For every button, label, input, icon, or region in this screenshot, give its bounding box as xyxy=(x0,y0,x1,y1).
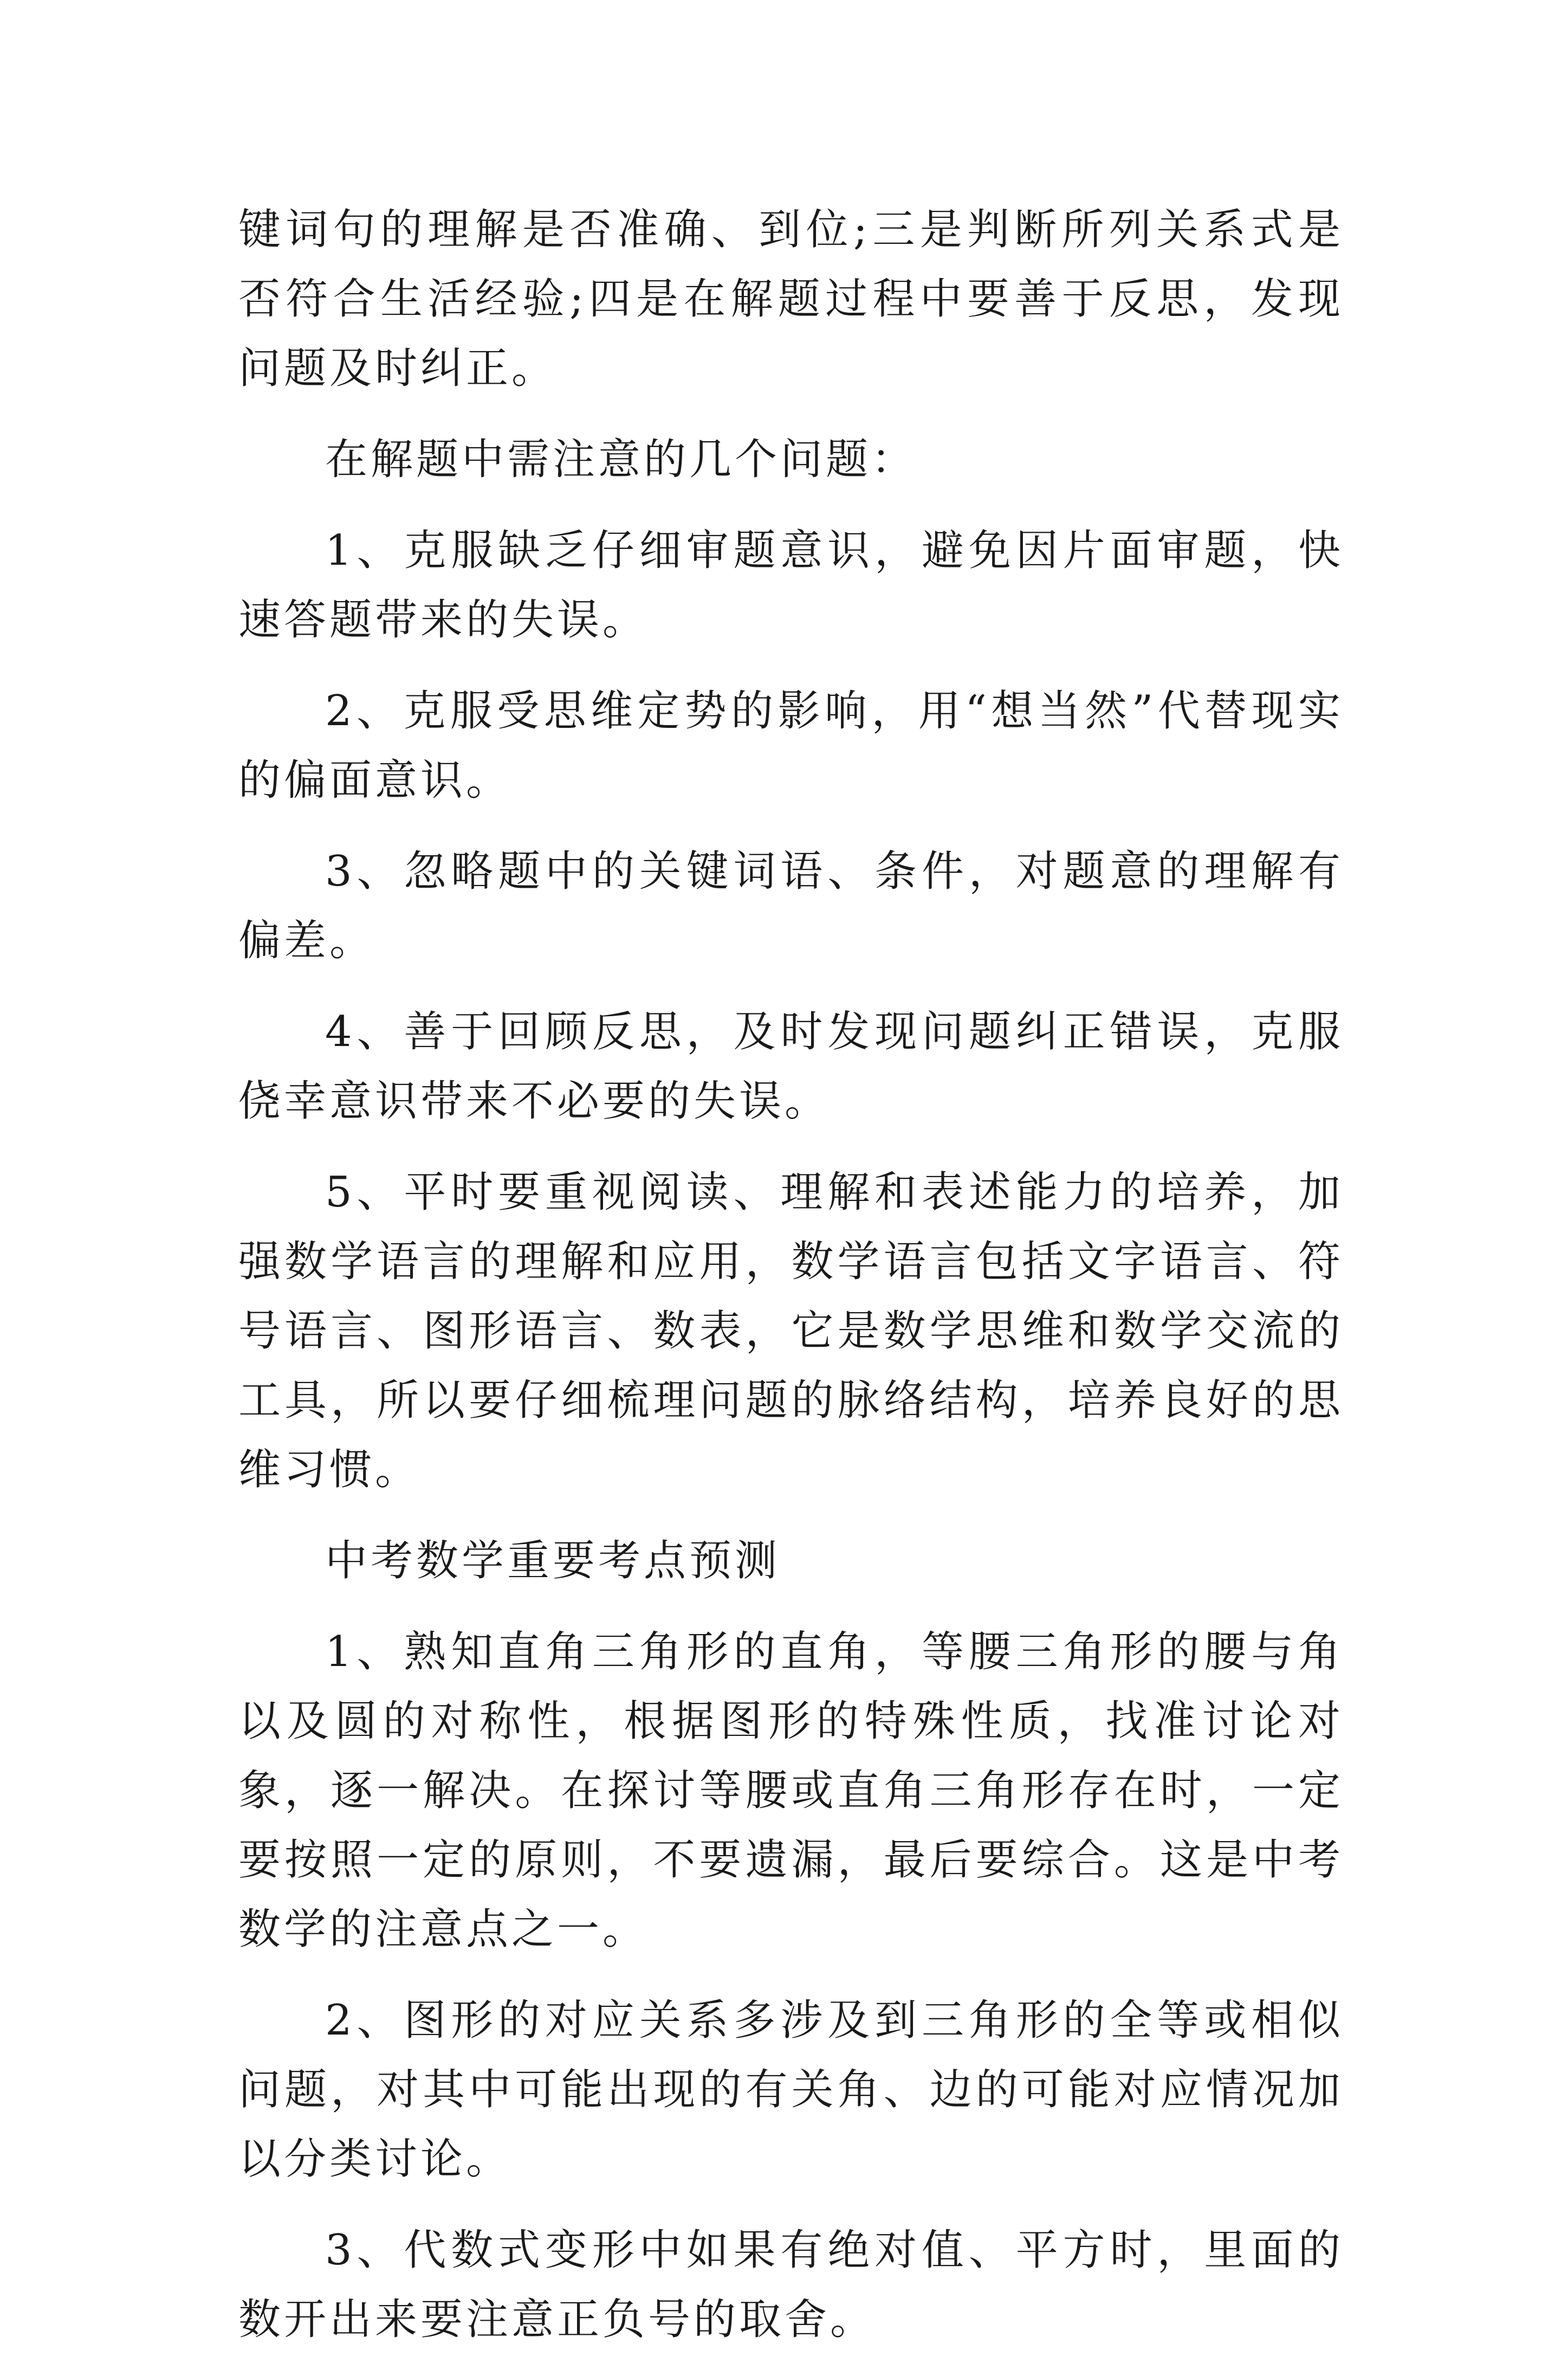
list-item-point-1: 1、熟知直角三角形的直角，等腰三角形的腰与角以及圆的对称性，根据图形的特殊性质，找准讨论对象，逐一解决。在探讨等腰或直角三角形存在时，一定要按照一定的原则，不要遗漏，最后要综合。这是中考数学的注意点之一。 xyxy=(238,1628,1344,1954)
list-item-note-5: 5、平时要重视阅读、理解和表述能力的培养，加强数学语言的理解和应用，数学语言包括文字语言、符号语言、图形语言、数表，它是数学思维和数学交流的工具，所以要仔细梳理问题的脉络结构，培养良好的思维习惯。 xyxy=(238,1168,1344,1494)
paragraph-continuation: 键词句的理解是否准确、到位;三是判断所列关系式是否符合生活经验;四是在解题过程中要善于反思，发现问题及时纠正。 xyxy=(238,205,1344,393)
list-item-point-3: 3、代数式变形中如果有绝对值、平方时，里面的数开出来要注意正负号的取舍。 xyxy=(238,2226,1344,2344)
list-item-point-2: 2、图形的对应关系多涉及到三角形的全等或相似问题，对其中可能出现的有关角、边的可能对应情况加以分类讨论。 xyxy=(238,1996,1344,2184)
list-item-note-4: 4、善于回顾反思，及时发现问题纠正错误，克服侥幸意识带来不必要的失误。 xyxy=(238,1008,1344,1126)
section-heading-notes: 在解题中需注意的几个问题： xyxy=(325,435,917,484)
list-item-note-1: 1、克服缺乏仔细审题意识，避免因片面审题，快速答题带来的失误。 xyxy=(238,526,1344,644)
list-item-note-2: 2、克服受思维定势的影响，用“想当然”代替现实的偏面意识。 xyxy=(238,687,1344,805)
section-heading-key-points: 中考数学重要考点预测 xyxy=(325,1536,781,1585)
document-body xyxy=(238,195,1344,2376)
list-item-note-3: 3、忽略题中的关键词语、条件，对题意的理解有偏差。 xyxy=(238,847,1344,965)
